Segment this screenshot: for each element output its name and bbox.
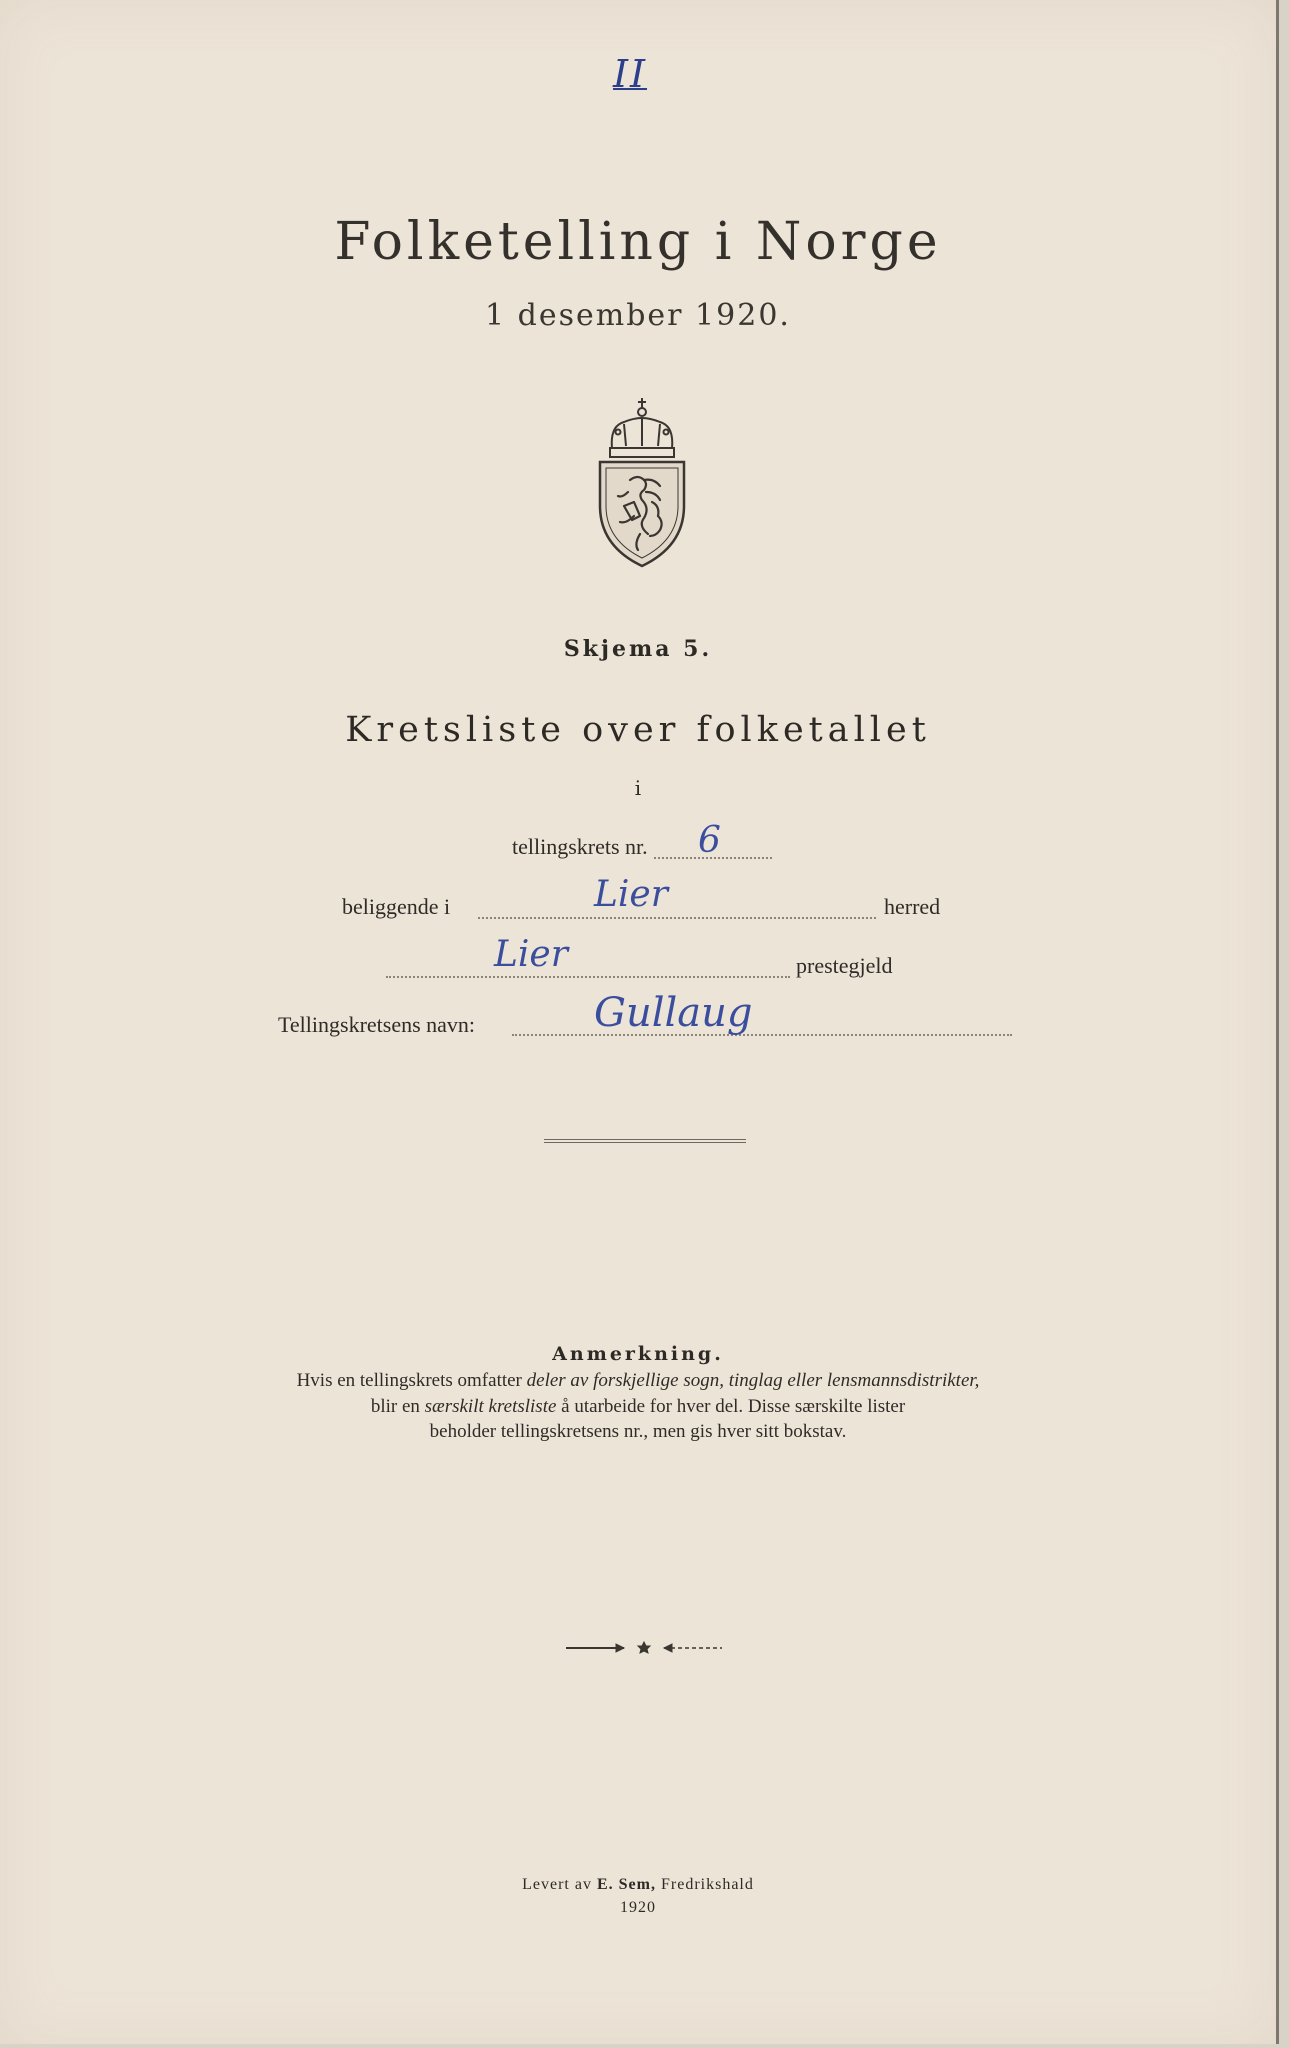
krets-name-value: Gullaug xyxy=(594,990,753,1036)
herred-field[interactable] xyxy=(478,917,876,919)
printer-name: E. Sem, xyxy=(596,1876,656,1893)
form-heading: Kretsliste over folketallet xyxy=(345,710,931,750)
remark-line-2-emphasis: særskilt kretsliste xyxy=(424,1396,557,1417)
census-date: 1 desember 1920. xyxy=(485,298,791,333)
printer-city: Fredrikshald xyxy=(655,1876,754,1893)
krets-number-value: 6 xyxy=(698,820,721,861)
remark-line-1 xyxy=(0,1370,1276,1392)
schema-number: Skjema 5. xyxy=(563,636,713,662)
krets-number-label: tellingskrets nr. xyxy=(512,834,648,859)
prestegjeld-value: Lier xyxy=(494,934,568,975)
printer-credit xyxy=(0,1876,1276,1894)
prestegjeld-label: prestegjeld xyxy=(796,953,893,978)
heading-conjunction: i xyxy=(634,776,642,800)
handwritten-roman-marker: II xyxy=(612,52,648,96)
section-divider xyxy=(544,1139,746,1143)
krets-name-field[interactable] xyxy=(512,1034,1012,1036)
remark-line-1-text: Hvis en tellingskrets omfatter xyxy=(296,1370,527,1391)
printer-year: 1920 xyxy=(620,1899,656,1916)
norwegian-coat-of-arms-icon xyxy=(594,396,690,568)
remark-heading: Anmerkning. xyxy=(552,1343,724,1365)
krets-name-label: Tellingskretsens navn: xyxy=(278,1012,476,1037)
ornament-divider-icon xyxy=(566,1640,722,1656)
remark-line-2 xyxy=(0,1396,1276,1418)
remark-line-2-text-b: å utarbeide for hver del. Disse særskilte lister xyxy=(556,1396,906,1417)
herred-value: Lier xyxy=(594,874,668,915)
printer-prefix: Levert av xyxy=(522,1876,597,1893)
remark-line-1-emphasis: deler av forskjellige sogn, tinglag eller lensmannsdistrikter, xyxy=(526,1370,980,1391)
page-title: Folketelling i Norge xyxy=(334,212,942,272)
remark-line-3: beholder tellingskretsens nr., men gis hver sitt bokstav. xyxy=(429,1421,847,1442)
remark-line-2-text-a: blir en xyxy=(370,1396,425,1417)
herred-label: herred xyxy=(884,894,941,919)
beliggende-label: beliggende i xyxy=(342,894,451,919)
prestegjeld-field[interactable] xyxy=(386,976,790,978)
